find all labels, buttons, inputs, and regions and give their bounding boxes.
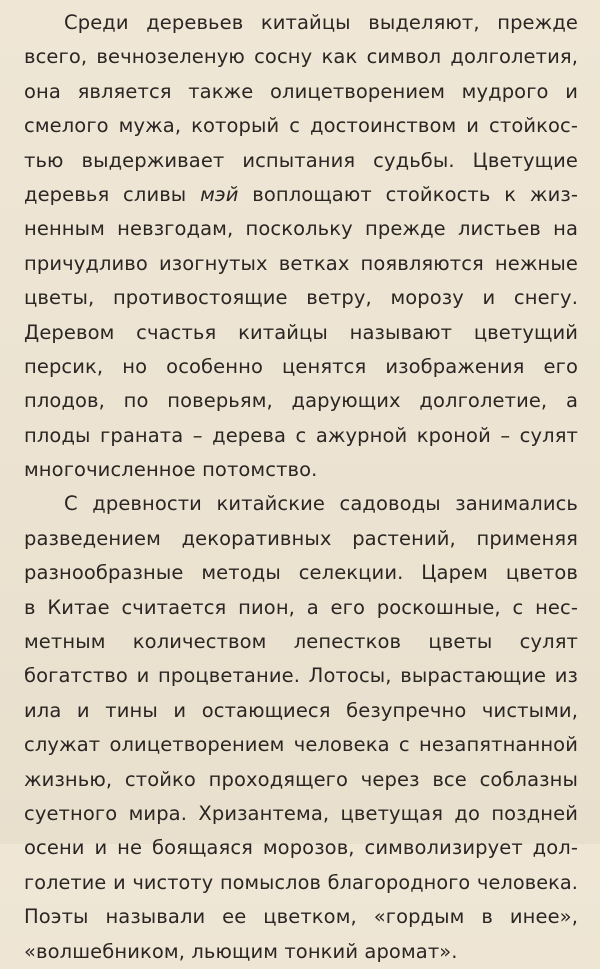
text-line: Деревом счастья китайцы называют цветущий xyxy=(24,320,578,344)
text-segment: воплощают стойкость к жиз- xyxy=(238,182,578,206)
text-segment: деревья сливы xyxy=(24,182,201,206)
text-line: жизнью, стойко проходящего через все соблазны xyxy=(24,767,578,791)
text-line: многочисленное потомство. xyxy=(24,458,318,482)
text-line: цветы, противостоящие ветру, морозу и снегу. xyxy=(24,286,578,310)
text-line: причудливо изогнутых ветках появляются нежные xyxy=(24,251,578,275)
text-line: Среди деревьев китайцы выделяют, прежде xyxy=(64,11,578,34)
text-line: она является также олицетворением мудрого и xyxy=(24,79,578,103)
text-line: богатство и процветание. Лотосы, вырастающие из xyxy=(24,664,578,688)
text-line: метным количеством лепестков цветы сулят xyxy=(24,630,578,654)
text-line: персик, но особенно ценятся изображения его xyxy=(24,354,578,378)
paragraph-trees xyxy=(24,6,578,487)
text-line: Поэты называли ее цветком, «гордым в инее», xyxy=(24,905,578,929)
text-line: ила и тины и остающиеся безупречно чистыми, xyxy=(24,698,578,722)
text-line: тью выдерживает испытания судьбы. Цветущие xyxy=(24,148,578,172)
text-line: голетие и чистоту помыслов благородного человека. xyxy=(24,870,578,894)
text-line: в Китае считается пион, а его роскошные, с нес- xyxy=(24,595,578,619)
text-line: плоды граната – дерева с ажурной кроной – сулят xyxy=(24,423,578,447)
italic-term: мэй xyxy=(200,182,239,206)
text-line xyxy=(24,178,578,212)
text-line: «волшебником, льющим тонкий аромат». xyxy=(24,939,458,963)
text-line: суетного мира. Хризантема, цветущая до поздней xyxy=(24,801,578,825)
text-line: всего, вечнозеленую сосну как символ долголетия, xyxy=(24,45,578,69)
text-line: плодов, по поверьям, дарующих долголетие, а xyxy=(24,389,578,413)
text-line: ненным невзгодам, поскольку прежде листьев на xyxy=(24,217,578,241)
text-line: разведением декоративных растений, применяя xyxy=(24,526,578,550)
text-line: разнообразные методы селекции. Царем цветов xyxy=(24,561,578,585)
text-line: смелого мужа, который с достоинством и стойкос- xyxy=(24,114,578,138)
text-line: служат олицетворением человека с незапятнанной xyxy=(24,733,578,757)
text-line: С древности китайские садоводы занимались xyxy=(64,492,578,516)
paragraph-flowers xyxy=(24,487,578,968)
text-line: осени и не боящаяся морозов, символизирует дол- xyxy=(24,836,578,860)
